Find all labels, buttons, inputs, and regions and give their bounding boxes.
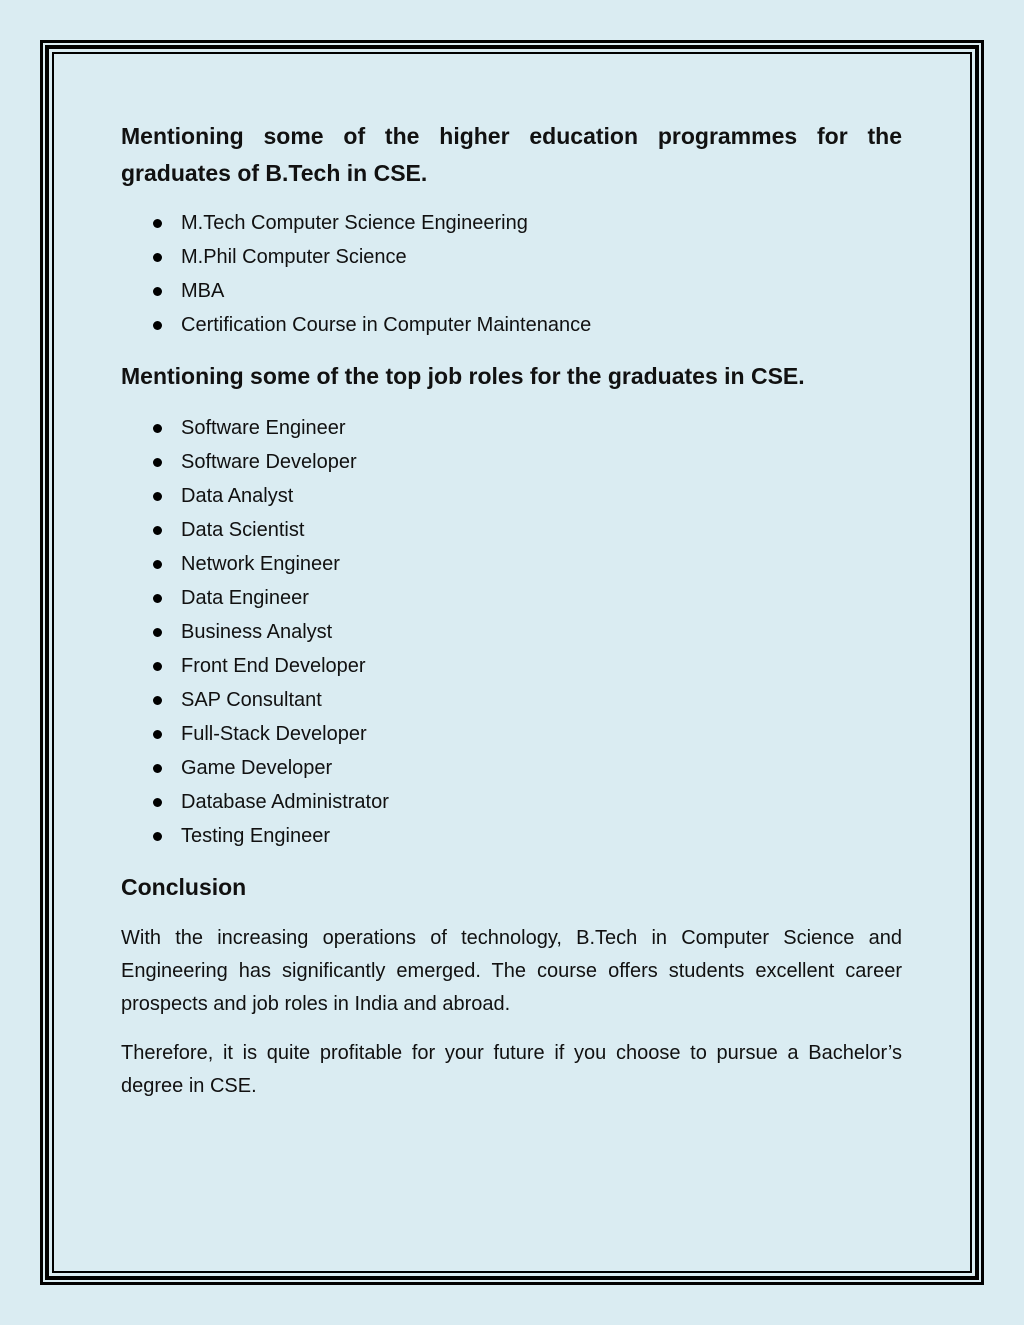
list-item: Business Analyst bbox=[121, 615, 902, 649]
list-item: Network Engineer bbox=[121, 547, 902, 581]
bullet-icon bbox=[153, 832, 162, 841]
list-item: Software Engineer bbox=[121, 411, 902, 445]
bullet-icon bbox=[153, 560, 162, 569]
list-item: Front End Developer bbox=[121, 649, 902, 683]
conclusion-heading: Conclusion bbox=[121, 874, 247, 900]
bullet-icon bbox=[153, 321, 162, 330]
bullet-icon bbox=[153, 628, 162, 637]
list-item: Game Developer bbox=[121, 751, 902, 785]
list-item: Testing Engineer bbox=[121, 819, 902, 853]
page-content bbox=[121, 118, 902, 1103]
list-item: Data Scientist bbox=[121, 513, 902, 547]
list-item: MBA bbox=[121, 274, 902, 308]
list-item: SAP Consultant bbox=[121, 683, 902, 717]
higher-education-heading: Mentioning some of the higher education programmes for the graduates of B.Tech in CSE. bbox=[121, 123, 902, 186]
list-item: Data Analyst bbox=[121, 479, 902, 513]
bullet-icon bbox=[153, 526, 162, 535]
bullet-icon bbox=[153, 798, 162, 807]
list-item: Certification Course in Computer Maintenance bbox=[121, 308, 902, 342]
bullet-icon bbox=[153, 219, 162, 228]
conclusion-paragraph: Therefore, it is quite profitable for your future if you choose to pursue a Bachelor’s degree in CSE. bbox=[121, 1042, 902, 1097]
higher-education-list bbox=[121, 206, 902, 342]
job-roles-list bbox=[121, 411, 902, 853]
bullet-icon bbox=[153, 424, 162, 433]
bullet-icon bbox=[153, 662, 162, 671]
list-item: M.Phil Computer Science bbox=[121, 240, 902, 274]
list-item: Software Developer bbox=[121, 445, 902, 479]
bullet-icon bbox=[153, 594, 162, 603]
list-item: Full-Stack Developer bbox=[121, 717, 902, 751]
list-item: M.Tech Computer Science Engineering bbox=[121, 206, 902, 240]
bullet-icon bbox=[153, 253, 162, 262]
list-item: Data Engineer bbox=[121, 581, 902, 615]
list-item: Database Administrator bbox=[121, 785, 902, 819]
bullet-icon bbox=[153, 764, 162, 773]
conclusion-paragraph: With the increasing operations of technology, B.Tech in Computer Science and Engineering has significantly emerged. The course offers students excellent career prospects and job roles in India and abroad. bbox=[121, 927, 902, 1015]
job-roles-heading: Mentioning some of the top job roles for the graduates in CSE. bbox=[121, 363, 805, 389]
bullet-icon bbox=[153, 458, 162, 467]
bullet-icon bbox=[153, 730, 162, 739]
bullet-icon bbox=[153, 287, 162, 296]
bullet-icon bbox=[153, 696, 162, 705]
bullet-icon bbox=[153, 492, 162, 501]
